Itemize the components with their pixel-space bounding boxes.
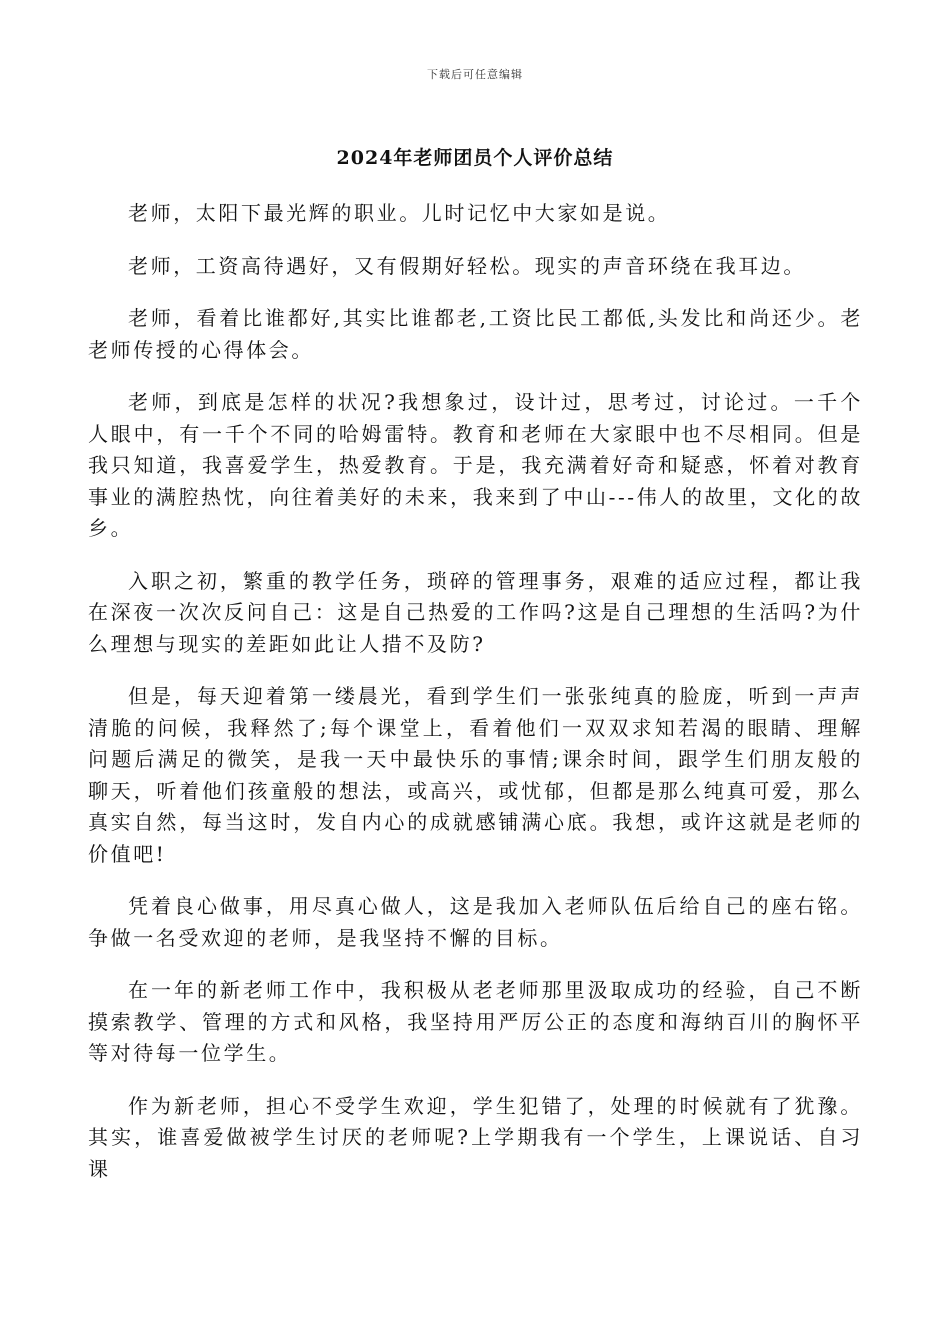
paragraph: 作为新老师，担心不受学生欢迎，学生犯错了，处理的时候就有了犹豫。其实，谁喜爱做被学生讨厌的老师呢?上学期我有一个学生，上课说话、自习课 xyxy=(88,1093,863,1181)
document-body xyxy=(88,198,863,1206)
document-title: 2024年老师团员个人评价总结 xyxy=(336,147,614,169)
paragraph: 老师，看着比谁都好,其实比谁都老,工资比民工都低,头发比和尚还少。老老师传授的心得体会。 xyxy=(88,306,863,362)
paragraph: 老师，到底是怎样的状况?我想象过，设计过，思考过，讨论过。一千个人眼中，有一千个不同的哈姆雷特。教育和老师在大家眼中也不尽相同。但是我只知道，我喜爱学生，热爱教育。于是，我充满着好奇和疑惑，怀着对教育事业的满腔热忱，向往着美好的未来，我来到了中山---伟人的故里，文化的故乡。 xyxy=(88,390,863,540)
paragraph: 老师，太阳下最光辉的职业。儿时记忆中大家如是说。 xyxy=(128,201,671,225)
paragraph: 凭着良心做事，用尽真心做人，这是我加入老师队伍后给自己的座右铭。争做一名受欢迎的老师，是我坚持不懈的目标。 xyxy=(88,894,863,950)
header-note: 下载后可任意编辑 xyxy=(427,68,523,81)
paragraph: 入职之初，繁重的教学任务，琐碎的管理事务，艰难的适应过程，都让我在深夜一次次反问自己：这是自己热爱的工作吗?这是自己理想的生活吗?为什么理想与现实的差距如此让人措不及防? xyxy=(88,568,863,656)
paragraph: 在一年的新老师工作中，我积极从老老师那里汲取成功的经验，自己不断摸索教学、管理的方式和风格，我坚持用严厉公正的态度和海纳百川的胸怀平等对待每一位学生。 xyxy=(88,978,863,1065)
paragraph: 但是，每天迎着第一缕晨光，看到学生们一张张纯真的脸庞，听到一声声清脆的问候，我释然了;每个课堂上，看着他们一双双求知若渴的眼睛、理解问题后满足的微笑，是我一天中最快乐的事情;课余时间，跟学生们朋友般的聊天，听着他们孩童般的想法，或高兴，或忧郁，但都是那么纯真可爱，那么真实自然，每当这时，发自内心的成就感铺满心底。我想，或许这就是老师的价值吧! xyxy=(88,684,863,866)
paragraph: 老师，工资高待遇好，又有假期好轻松。现实的声音环绕在我耳边。 xyxy=(128,253,806,278)
